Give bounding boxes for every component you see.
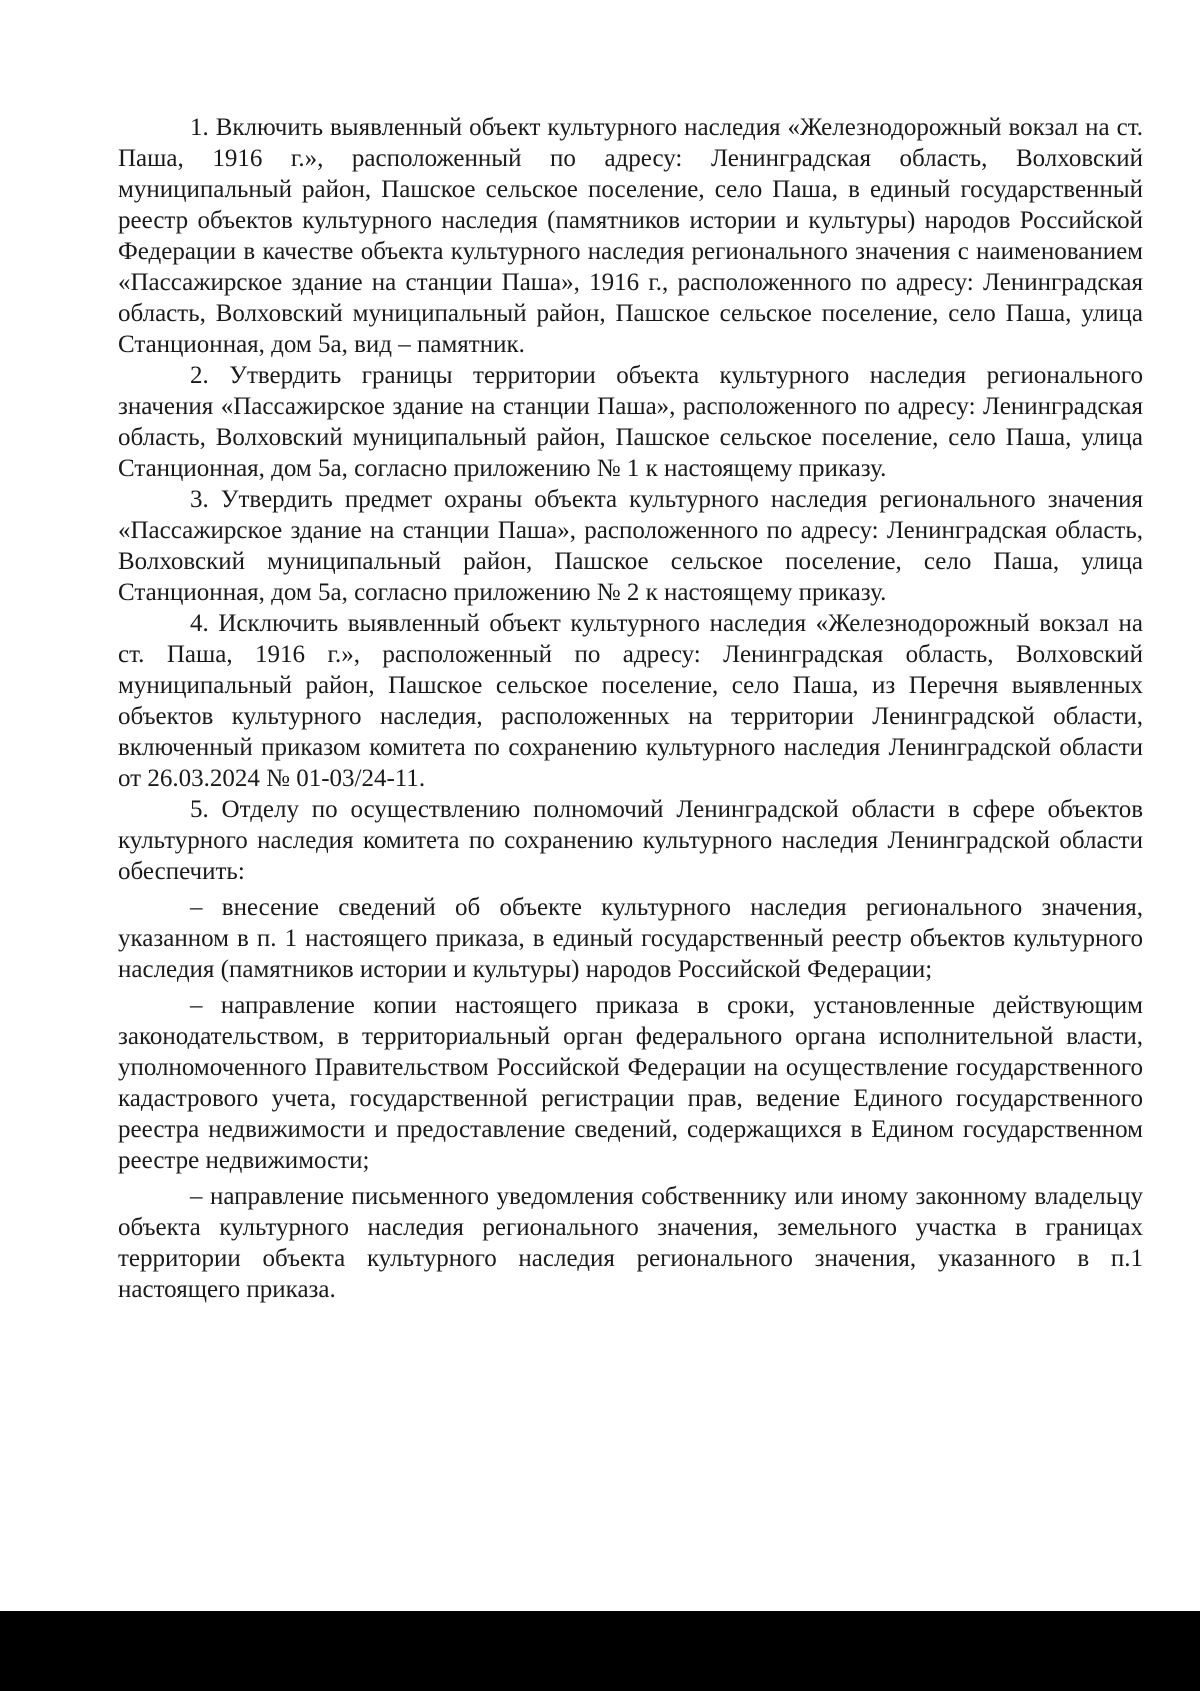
document-body bbox=[118, 112, 1143, 1305]
paragraph-item-2: 2. Утвердить границы территории объекта культурного наследия регионального значения «Пассажирское здание на станции Паша», расположенного по адресу: Ленинградская область, Волховский муниципальный район, Пашское сельское поселение, село Паша, улица Станционная, дом 5а, согласно приложению № 1 к настоящему приказу. bbox=[118, 362, 1143, 482]
paragraph-item-5-dash-1: – внесение сведений об объекте культурного наследия регионального значения, указанном в п. 1 настоящего приказа, в единый государственный реестр объектов культурного наследия (памятников истории и культуры) народов Российской Федерации; bbox=[118, 894, 1143, 983]
paragraph-item-3: 3. Утвердить предмет охраны объекта культурного наследия регионального значения «Пассажирское здание на станции Паша», расположенного по адресу: Ленинградская область, Волховский муниципальный район, Пашское сельское поселение, село Паша, улица Станционная, дом 5а, согласно приложению № 2 к настоящему приказу. bbox=[118, 486, 1143, 606]
paragraph-item-4: 4. Исключить выявленный объект культурного наследия «Железнодорожный вокзал на ст. Паша, 1916 г.», расположенный по адресу: Ленинградская область, Волховский муниципальный район, Пашское сельское поселение, село Паша, из Перечня выявленных объектов культурного наследия, расположенных на территории Ленинградской области, включенный приказом комитета по сохранению культурного наследия Ленинградской области от 26.03.2024 № 01-03/24-11. bbox=[118, 610, 1143, 792]
paragraph-item-5-dash-2: – направление копии настоящего приказа в сроки, установленные действующим законодательством, в территориальный орган федерального органа исполнительной власти, уполномоченного Правительством Российской Федерации на осуществление государственного кадастрового учета, государственной регистрации прав, ведение Единого государственного реестра недвижимости и предоставление сведений, содержащихся в Едином государственном реестре недвижимости; bbox=[118, 992, 1143, 1174]
paragraph-item-5: 5. Отделу по осуществлению полномочий Ленинградской области в сфере объектов культурного наследия комитета по сохранению культурного наследия Ленинградской области обеспечить: bbox=[118, 796, 1143, 885]
scan-bottom-border bbox=[0, 1611, 1200, 1691]
paragraph-item-1: 1. Включить выявленный объект культурного наследия «Железнодорожный вокзал на ст. Паша, 1916 г.», расположенный по адресу: Ленинградская область, Волховский муниципальный район, Пашское сельское поселение, село Паша, в единый государственный реестр объектов культурного наследия (памятников истории и культуры) народов Российской Федерации в качестве объекта культурного наследия регионального значения с наименованием «Пассажирское здание на станции Паша», 1916 г., расположенного по адресу: Ленинградская область, Волховский муниципальный район, Пашское сельское поселение, село Паша, улица Станционная, дом 5а, вид – памятник. bbox=[118, 114, 1143, 358]
paragraph-item-5-dash-3: – направление письменного уведомления собственнику или иному законному владельцу объекта культурного наследия регионального значения, земельного участка в границах территории объекта культурного наследия регионального значения, указанного в п.1 настоящего приказа. bbox=[118, 1183, 1143, 1303]
